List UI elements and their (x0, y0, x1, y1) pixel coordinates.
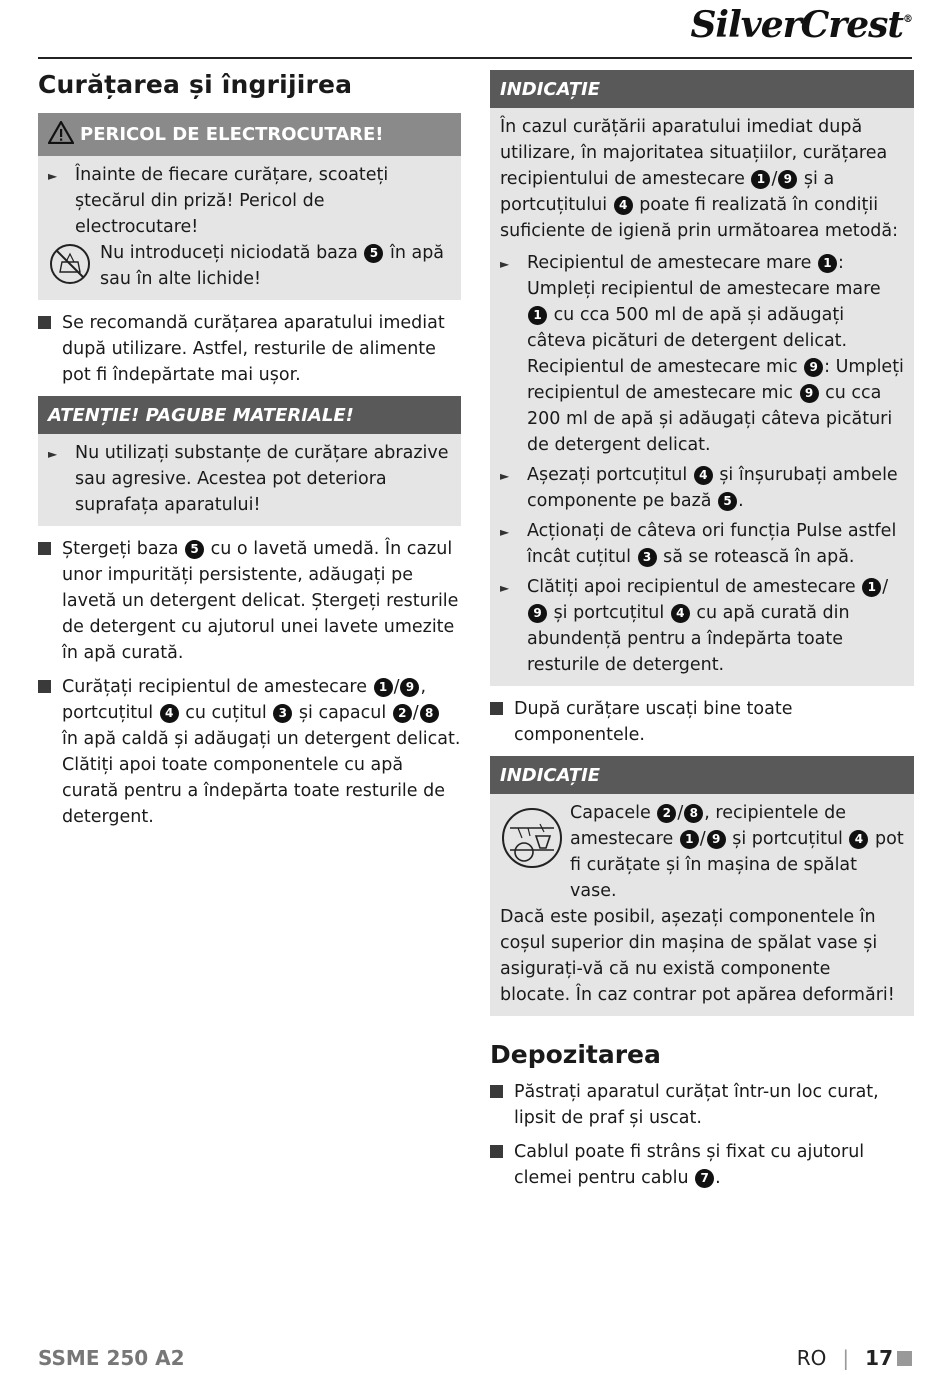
note-text: Dacă este posibil, așezați componentele în coșul superior din mașina de spălat vase și asigurați-vă că nu există componente blocate. În caz contrar pot apărea deformări! (500, 907, 895, 1005)
part-number-badge: 9 (400, 678, 419, 697)
caution-header: ATENȚIE! PAGUBE MATERIALE! (38, 396, 461, 434)
list-item: Se recomandă curățarea aparatului imediat după utilizare. Astfel, resturile de alimente pot fi îndepărtate mai ușor. (38, 310, 461, 388)
section-title-cleaning: Curățarea și îngrijirea (38, 70, 353, 99)
arrow-bullet-icon: ► (500, 525, 510, 539)
list-item: Păstrați aparatul curățat într-un loc curat, lipsit de praf și uscat. (490, 1079, 914, 1131)
square-bullet-icon (38, 310, 62, 388)
list-item: ► Recipientul de amestecare mare 1 : Umpleți recipientul de amestecare mare 1 cu cca 500 ml de apă și adăugați câteva picături de detergent delicat. Recipientul de amestecare mic 9 : Umpleți recipientul de amestecare mic 9 cu cca 200 ml de apă și adăugați câteva picături de detergent delicat. (500, 250, 904, 458)
square-bullet-icon (490, 1079, 514, 1131)
page-marker (897, 1351, 912, 1366)
list-item: ► Acționați de câteva ori funcția Pulse astfel încât cuțitul 3 să se rotească în apă. (500, 518, 904, 570)
list-item: ► Nu utilizați substanțe de curățare abrazive sau agresive. Acestea pot deteriora suprafața aparatului! (48, 440, 451, 518)
part-number-badge: 9 (800, 384, 819, 403)
part-number-badge: 9 (707, 830, 726, 849)
list-item: ► Înainte de fiecare curățare, scoateți ștecărul din priză! Pericol de electrocutare! (48, 162, 451, 240)
part-number-badge: 9 (778, 170, 797, 189)
arrow-bullet-icon: ► (500, 257, 510, 271)
caution-box (38, 396, 461, 526)
list-item: Cablul poate fi strâns și fixat cu ajutorul clemei pentru cablu 7 . (490, 1139, 914, 1191)
danger-header: PERICOL DE ELECTROCUTARE! (38, 113, 461, 156)
part-number-badge: 1 (818, 254, 837, 273)
note-header: INDICAȚIE (490, 756, 914, 794)
part-number-badge: 8 (684, 804, 703, 823)
left-column (38, 70, 461, 838)
part-number-badge: 1 (862, 578, 881, 597)
note-box-1 (490, 70, 914, 686)
part-number-badge: 4 (694, 466, 713, 485)
part-number-badge: 1 (528, 306, 547, 325)
part-number-badge: 4 (849, 830, 868, 849)
no-water-immersion-icon (48, 242, 92, 286)
part-number-badge: 3 (273, 704, 292, 723)
arrow-bullet-icon: ► (48, 169, 58, 183)
list-item: Curățați recipientul de amestecare 1 / 9 , portcuțitul 4 cu cuțitul 3 și capacul 2 / 8 în apă caldă și adăugați un detergent delicat. Clătiți apoi toate componentele cu apă curată pentru a îndepărta toate resturile de detergent. (38, 674, 461, 830)
part-number-badge: 9 (528, 604, 547, 623)
note-intro: În cazul curățării aparatului imediat după utilizare, în majoritatea situațiilor, curățarea recipientului de amestecare 1 / 9 și a portcuțitului 4 poate fi realizată în condiții suficiente de igienă prin următoarea metodă: (500, 117, 899, 241)
arrow-bullet-icon: ► (500, 469, 510, 483)
danger-box (38, 113, 461, 300)
square-bullet-icon (490, 696, 514, 748)
square-bullet-icon (38, 536, 62, 666)
header-rule (38, 57, 912, 59)
language-code: RO (796, 1346, 827, 1370)
part-number-badge: 5 (718, 492, 737, 511)
brand-logo: SilverCrest® (690, 4, 912, 46)
part-number-badge: 2 (657, 804, 676, 823)
part-number-badge: 1 (751, 170, 770, 189)
page-footer (797, 1346, 912, 1370)
part-number-badge: 4 (671, 604, 690, 623)
square-bullet-icon (490, 1139, 514, 1191)
list-item: După curățare uscați bine toate componentele. (490, 696, 914, 748)
part-number-badge: 4 (614, 196, 633, 215)
page-number: 17 (865, 1346, 893, 1370)
dishwasher-icon (500, 806, 564, 870)
arrow-bullet-icon: ► (48, 447, 58, 461)
part-number-badge: 7 (695, 1169, 714, 1188)
footer-separator: | (842, 1346, 850, 1370)
square-bullet-icon (38, 674, 62, 830)
part-number-badge: 5 (364, 244, 383, 263)
part-number-badge: 8 (420, 704, 439, 723)
part-number-badge: 3 (638, 548, 657, 567)
part-number-badge: 2 (393, 704, 412, 723)
list-item: ► Așezați portcuțitul 4 și înșurubați ambele componente pe bază 5 . (500, 462, 904, 514)
section-title-storage: Depozitarea (490, 1040, 661, 1069)
list-item: Nu introduceți niciodată baza 5 în apă sau în alte lichide! (48, 240, 451, 292)
note-header: INDICAȚIE (490, 70, 914, 108)
warning-triangle-icon (48, 121, 74, 149)
part-number-badge: 1 (680, 830, 699, 849)
part-number-badge: 5 (185, 540, 204, 559)
model-number: SSME 250 A2 (38, 1346, 185, 1370)
list-item: ► Clătiți apoi recipientul de amestecare 1 /9 și portcuțitul 4 cu apă curată din abundență pentru a îndepărta toate resturile de detergent. (500, 574, 904, 678)
part-number-badge: 4 (160, 704, 179, 723)
right-column (490, 70, 914, 1199)
part-number-badge: 9 (804, 358, 823, 377)
arrow-bullet-icon: ► (500, 581, 510, 595)
part-number-badge: 1 (374, 678, 393, 697)
note-box-2: INDICAȚIE Capacele 2 / 8 , recipientele de amestecare 1 / 9 și portcuțitul 4 pot fi curățate și în mașina de spălat vase. Dacă este posibil, așezați componentele în coșul superior din mașina de spălat vase și asigurați-vă că nu există componente blocate. În caz contrar pot apărea deformări! (490, 756, 914, 1016)
list-item: Ștergeți baza 5 cu o lavetă umedă. În cazul unor impurități persistente, adăugați pe lavetă un detergent delicat. Ștergeți resturile de detergent cu ajutorul unei lavete umezite în apă curată. (38, 536, 461, 666)
